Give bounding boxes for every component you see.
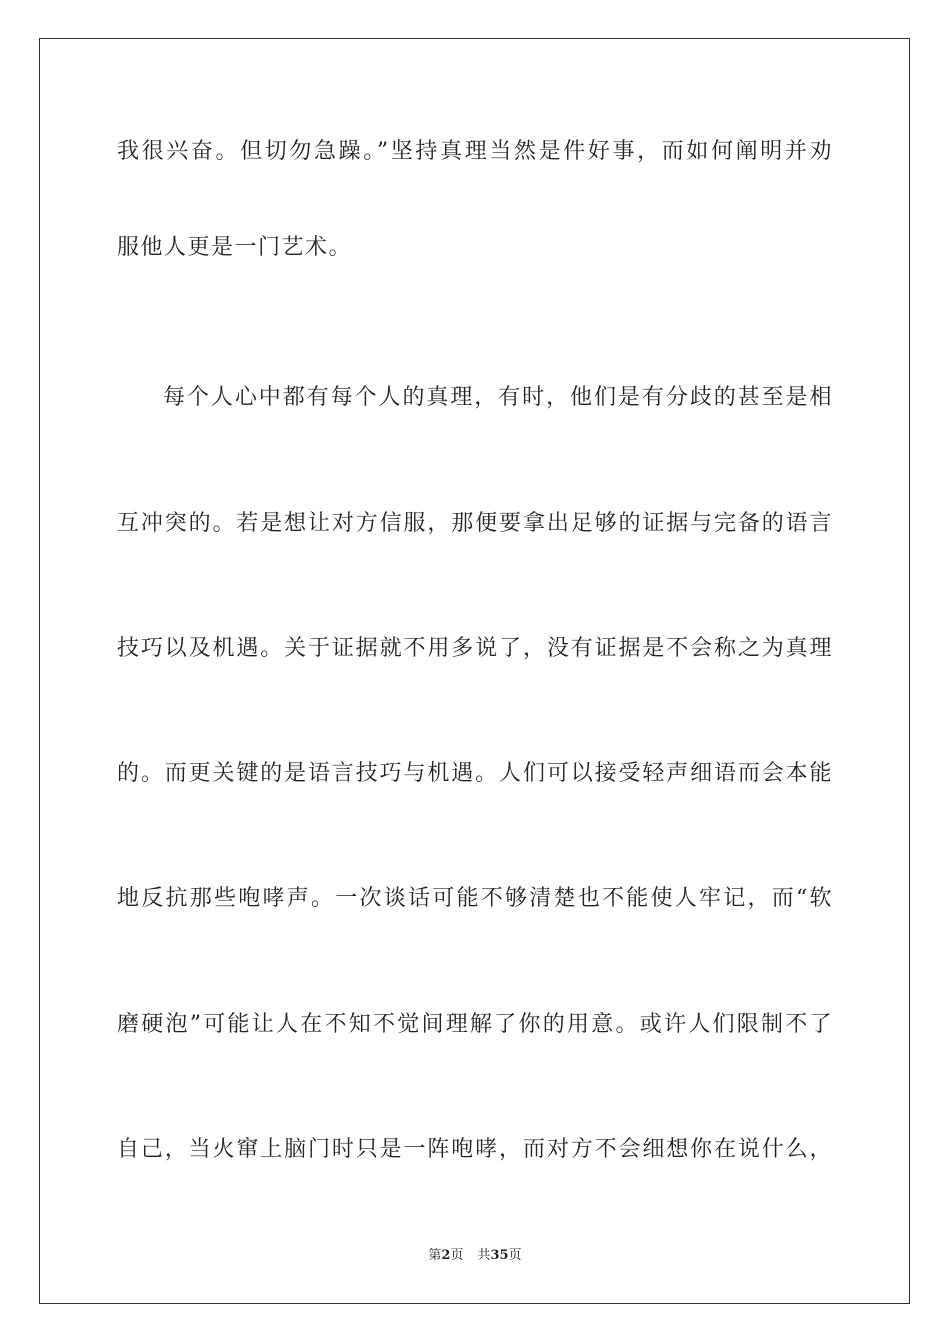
body-text-line-8: 磨硬泡”可能让人在不知不觉间理解了你的用意。或许人们限制不了 [117,1012,833,1037]
body-text-line-4: 互冲突的。若是想让对方信服，那便要拿出足够的证据与完备的语言 [117,511,833,536]
footer-total-pages: 35 [490,1248,509,1263]
footer-page-prefix: 第 [428,1248,442,1263]
footer-total-prefix: 共 [477,1248,491,1263]
body-text-line-1: 我很兴奋。但切勿急躁。”坚持真理当然是件好事，而如何阐明并劝 [117,139,833,164]
footer-page-number: 2 [441,1248,451,1263]
footer-total-suffix: 页 [508,1248,522,1263]
body-text-line-3: 每个人心中都有每个人的真理，有时，他们是有分歧的甚至是相 [163,385,833,410]
page-footer [0,1247,950,1265]
body-text-line-9: 自己，当火窜上脑门时只是一阵咆哮，而对方不会细想你在说什么， [117,1137,833,1162]
body-text-line-7: 地反抗那些咆哮声。一次谈话可能不够清楚也不能使人牢记，而“软 [117,886,833,911]
footer-page-suffix: 页 [450,1248,464,1263]
body-text-line-5: 技巧以及机遇。关于证据就不用多说了，没有证据是不会称之为真理 [117,636,833,661]
body-text-line-6: 的。而更关键的是语言技巧与机遇。人们可以接受轻声细语而会本能 [117,761,833,786]
page-border [39,38,910,1304]
body-text-line-2: 服他人更是一门艺术。 [117,235,353,260]
